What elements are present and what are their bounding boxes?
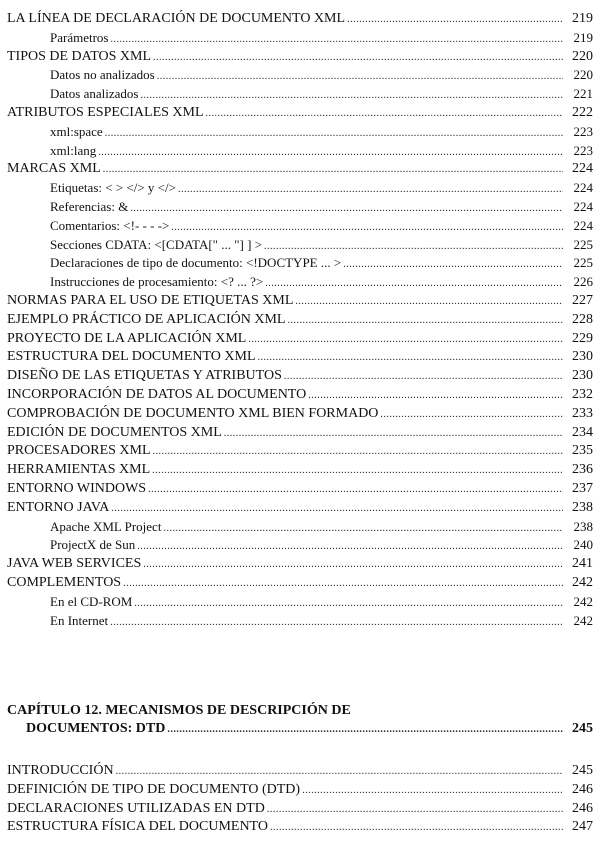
toc-entry-page: 247 (572, 819, 593, 835)
toc-entry-page: 220 (573, 67, 593, 83)
toc-entry (7, 442, 593, 461)
leader-dots (152, 462, 563, 481)
toc-entry (7, 593, 593, 612)
leader-dots (157, 68, 563, 87)
toc-entry-page: 228 (572, 311, 593, 327)
toc-entry-title: LA LÍNEA DE DECLARACIÓN DE DOCUMENTO XML (7, 11, 346, 26)
leader-dots (143, 556, 563, 575)
toc-entry (7, 160, 593, 179)
toc-entry-page: 219 (572, 11, 593, 26)
toc-entry-title: ENTORNO WINDOWS (7, 480, 147, 496)
chapter-title-line2-row (7, 720, 593, 739)
toc-entry-page: 234 (572, 424, 593, 440)
leader-dots (98, 144, 563, 163)
toc-entry-page: 246 (572, 781, 593, 797)
leader-dots (130, 200, 563, 219)
toc-entry-title: En Internet (50, 612, 109, 628)
toc-entry-page: 225 (573, 255, 593, 271)
leader-dots (265, 275, 563, 294)
toc-entry-page: 246 (572, 800, 593, 816)
chapter-heading (7, 701, 593, 739)
toc-entry-title: COMPLEMENTOS (7, 574, 122, 590)
toc-entry-page: 230 (572, 349, 593, 365)
toc-entry-title: Apache XML Project (50, 518, 162, 534)
leader-dots (163, 520, 563, 539)
toc-entry (7, 85, 593, 104)
leader-dots (347, 11, 563, 30)
toc-entry (7, 236, 593, 255)
leader-dots (308, 387, 563, 406)
toc-entry (7, 480, 593, 499)
toc-entry-page: 242 (573, 612, 593, 628)
toc-entry (7, 386, 593, 405)
toc-entry-page: 219 (573, 29, 593, 45)
chapter-title-line2: DOCUMENTOS: DTD (26, 721, 166, 736)
toc-entry-page: 222 (572, 104, 593, 120)
toc-entry-title: Comentarios: <!- - - -> (50, 217, 170, 233)
toc-list (7, 10, 593, 630)
toc-entry (7, 461, 593, 480)
leader-dots (111, 500, 563, 519)
toc-entry-title: xml:lang (50, 142, 97, 158)
toc-entry (7, 217, 593, 236)
toc-entry-page: 237 (572, 480, 593, 496)
toc-entry (7, 311, 593, 330)
toc-entry-title: ENTORNO JAVA (7, 499, 110, 515)
chapter-page-number: 245 (572, 721, 593, 736)
toc-entry (7, 762, 593, 781)
leader-dots (110, 614, 563, 633)
leader-dots (206, 105, 563, 124)
toc-entry (7, 348, 593, 367)
leader-dots (148, 481, 563, 500)
toc-entry (7, 818, 593, 837)
leader-dots (116, 763, 563, 782)
leader-dots (140, 87, 563, 106)
leader-dots (343, 256, 563, 275)
toc-entry (7, 273, 593, 292)
toc-entry-title: ProjectX de Sun (50, 537, 136, 553)
toc-entry (7, 405, 593, 424)
leader-dots (153, 443, 563, 462)
leader-dots (134, 595, 563, 614)
toc-entry-title: DEFINICIÓN DE TIPO DE DOCUMENTO (DTD) (7, 781, 301, 797)
leader-dots (103, 161, 563, 180)
toc-entry (7, 536, 593, 555)
toc-entry (7, 198, 593, 217)
chapter-title-line1: CAPÍTULO 12. MECANISMOS DE DESCRIPCIÓN DE (7, 703, 351, 718)
toc-entry-page: 229 (572, 330, 593, 346)
toc-entry-title: COMPROBACIÓN DE DOCUMENTO XML BIEN FORMADO (7, 405, 379, 421)
leader-dots (270, 819, 563, 838)
toc-entry-page: 223 (573, 123, 593, 139)
leader-dots (267, 801, 563, 820)
toc-entry-page: 227 (572, 292, 593, 308)
toc-entry (7, 104, 593, 123)
toc-entry (7, 179, 593, 198)
toc-entry-title: DISEÑO DE LAS ETIQUETAS Y ATRIBUTOS (7, 368, 282, 384)
toc-entry-title: Datos analizados (50, 86, 139, 102)
toc-entry-title: EJEMPLO PRÁCTICO DE APLICACIÓN XML (7, 311, 286, 327)
leader-dots (248, 331, 563, 350)
toc-entry-title: DECLARACIONES UTILIZADAS EN DTD (7, 800, 265, 816)
toc-entry-page: 233 (572, 405, 593, 421)
toc-entry-title: INCORPORACIÓN DE DATOS AL DOCUMENTO (7, 386, 307, 402)
toc-entry (7, 66, 593, 85)
leader-dots (153, 49, 563, 68)
toc-entry (7, 123, 593, 142)
leader-dots (224, 425, 563, 444)
leader-dots (258, 349, 563, 368)
toc-entry (7, 292, 593, 311)
toc-entry (7, 574, 593, 593)
toc-entry-page: 236 (572, 462, 593, 478)
leader-dots (178, 181, 563, 200)
toc-entry (7, 800, 593, 819)
toc-entry-title: TIPOS DE DATOS XML (7, 48, 152, 64)
toc-entry-title: MARCAS XML (7, 161, 101, 177)
toc-entry (7, 612, 593, 631)
toc-entry-page: 224 (573, 198, 593, 214)
toc-entry-title: Datos no analizados (50, 67, 155, 83)
toc-entry-page: 238 (572, 499, 593, 515)
leader-dots (284, 368, 563, 387)
toc-entry-page: 226 (573, 274, 593, 290)
toc-entry-page: 241 (572, 556, 593, 572)
toc-entry-title: JAVA WEB SERVICES (7, 556, 142, 572)
toc-entry-page: 235 (572, 443, 593, 459)
toc-entry-page: 242 (573, 593, 593, 609)
toc-entry-title: Instrucciones de procesamiento: <? ... ?> (50, 274, 264, 290)
toc-entry-title: PROYECTO DE LA APLICACIÓN XML (7, 330, 247, 346)
toc-entry-page: 232 (572, 386, 593, 402)
toc-entry-title: ESTRUCTURA DEL DOCUMENTO XML (7, 349, 256, 365)
toc-entry-title: Declaraciones de tipo de documento: <!DOCTYPE ... > (50, 255, 342, 271)
toc-entry-page: 224 (572, 161, 593, 177)
toc-entry (7, 10, 593, 29)
toc-entry (7, 367, 593, 386)
chapter-toc-list (7, 762, 593, 837)
toc-entry-title: Secciones CDATA: <[CDATA[" ... "] ] > (50, 236, 263, 252)
toc-entry-title: PROCESADORES XML (7, 443, 151, 459)
toc-entry (7, 555, 593, 574)
leader-dots (295, 293, 563, 312)
toc-entry-page: 224 (573, 180, 593, 196)
leader-dots (123, 575, 563, 594)
toc-entry-page: 242 (572, 574, 593, 590)
toc-entry (7, 518, 593, 537)
toc-entry-page: 220 (572, 48, 593, 64)
toc-entry-page: 240 (573, 537, 593, 553)
leader-dots (137, 538, 563, 557)
toc-entry-title: INTRODUCCIÓN (7, 763, 114, 778)
leader-dots (302, 782, 563, 801)
toc-entry (7, 424, 593, 443)
leader-dots (105, 125, 563, 144)
toc-entry-title: Parámetros (50, 29, 109, 45)
toc-entry-title: ESTRUCTURA FÍSICA DEL DOCUMENTO (7, 819, 268, 835)
toc-entry (7, 29, 593, 48)
toc-entry-page: 238 (573, 518, 593, 534)
leader-dots (110, 31, 563, 50)
toc-entry-page: 223 (573, 142, 593, 158)
toc-entry-page: 230 (572, 368, 593, 384)
leader-dots (380, 406, 563, 425)
toc-entry (7, 254, 593, 273)
toc-entry (7, 781, 593, 800)
toc-entry-title: EDICIÓN DE DOCUMENTOS XML (7, 424, 222, 440)
toc-entry-title: En el CD-ROM (50, 593, 133, 609)
toc-entry-title: xml:space (50, 123, 103, 139)
toc-entry-page: 245 (572, 763, 593, 778)
toc-entry (7, 142, 593, 161)
toc-entry-title: Referencias: & (50, 198, 129, 214)
toc-entry-page: 225 (573, 236, 593, 252)
toc-entry-page: 221 (573, 86, 593, 102)
leader-dots (167, 721, 563, 740)
toc-entry (7, 330, 593, 349)
toc-entry-title: HERRAMIENTAS XML (7, 462, 151, 478)
toc-entry-title: NORMAS PARA EL USO DE ETIQUETAS XML (7, 292, 294, 308)
toc-entry (7, 48, 593, 67)
toc-entry-title: Etiquetas: < > </> y </> (50, 180, 176, 196)
leader-dots (287, 312, 563, 331)
toc-entry-title: ATRIBUTOS ESPECIALES XML (7, 104, 204, 120)
toc-entry-page: 224 (573, 217, 593, 233)
toc-entry (7, 499, 593, 518)
